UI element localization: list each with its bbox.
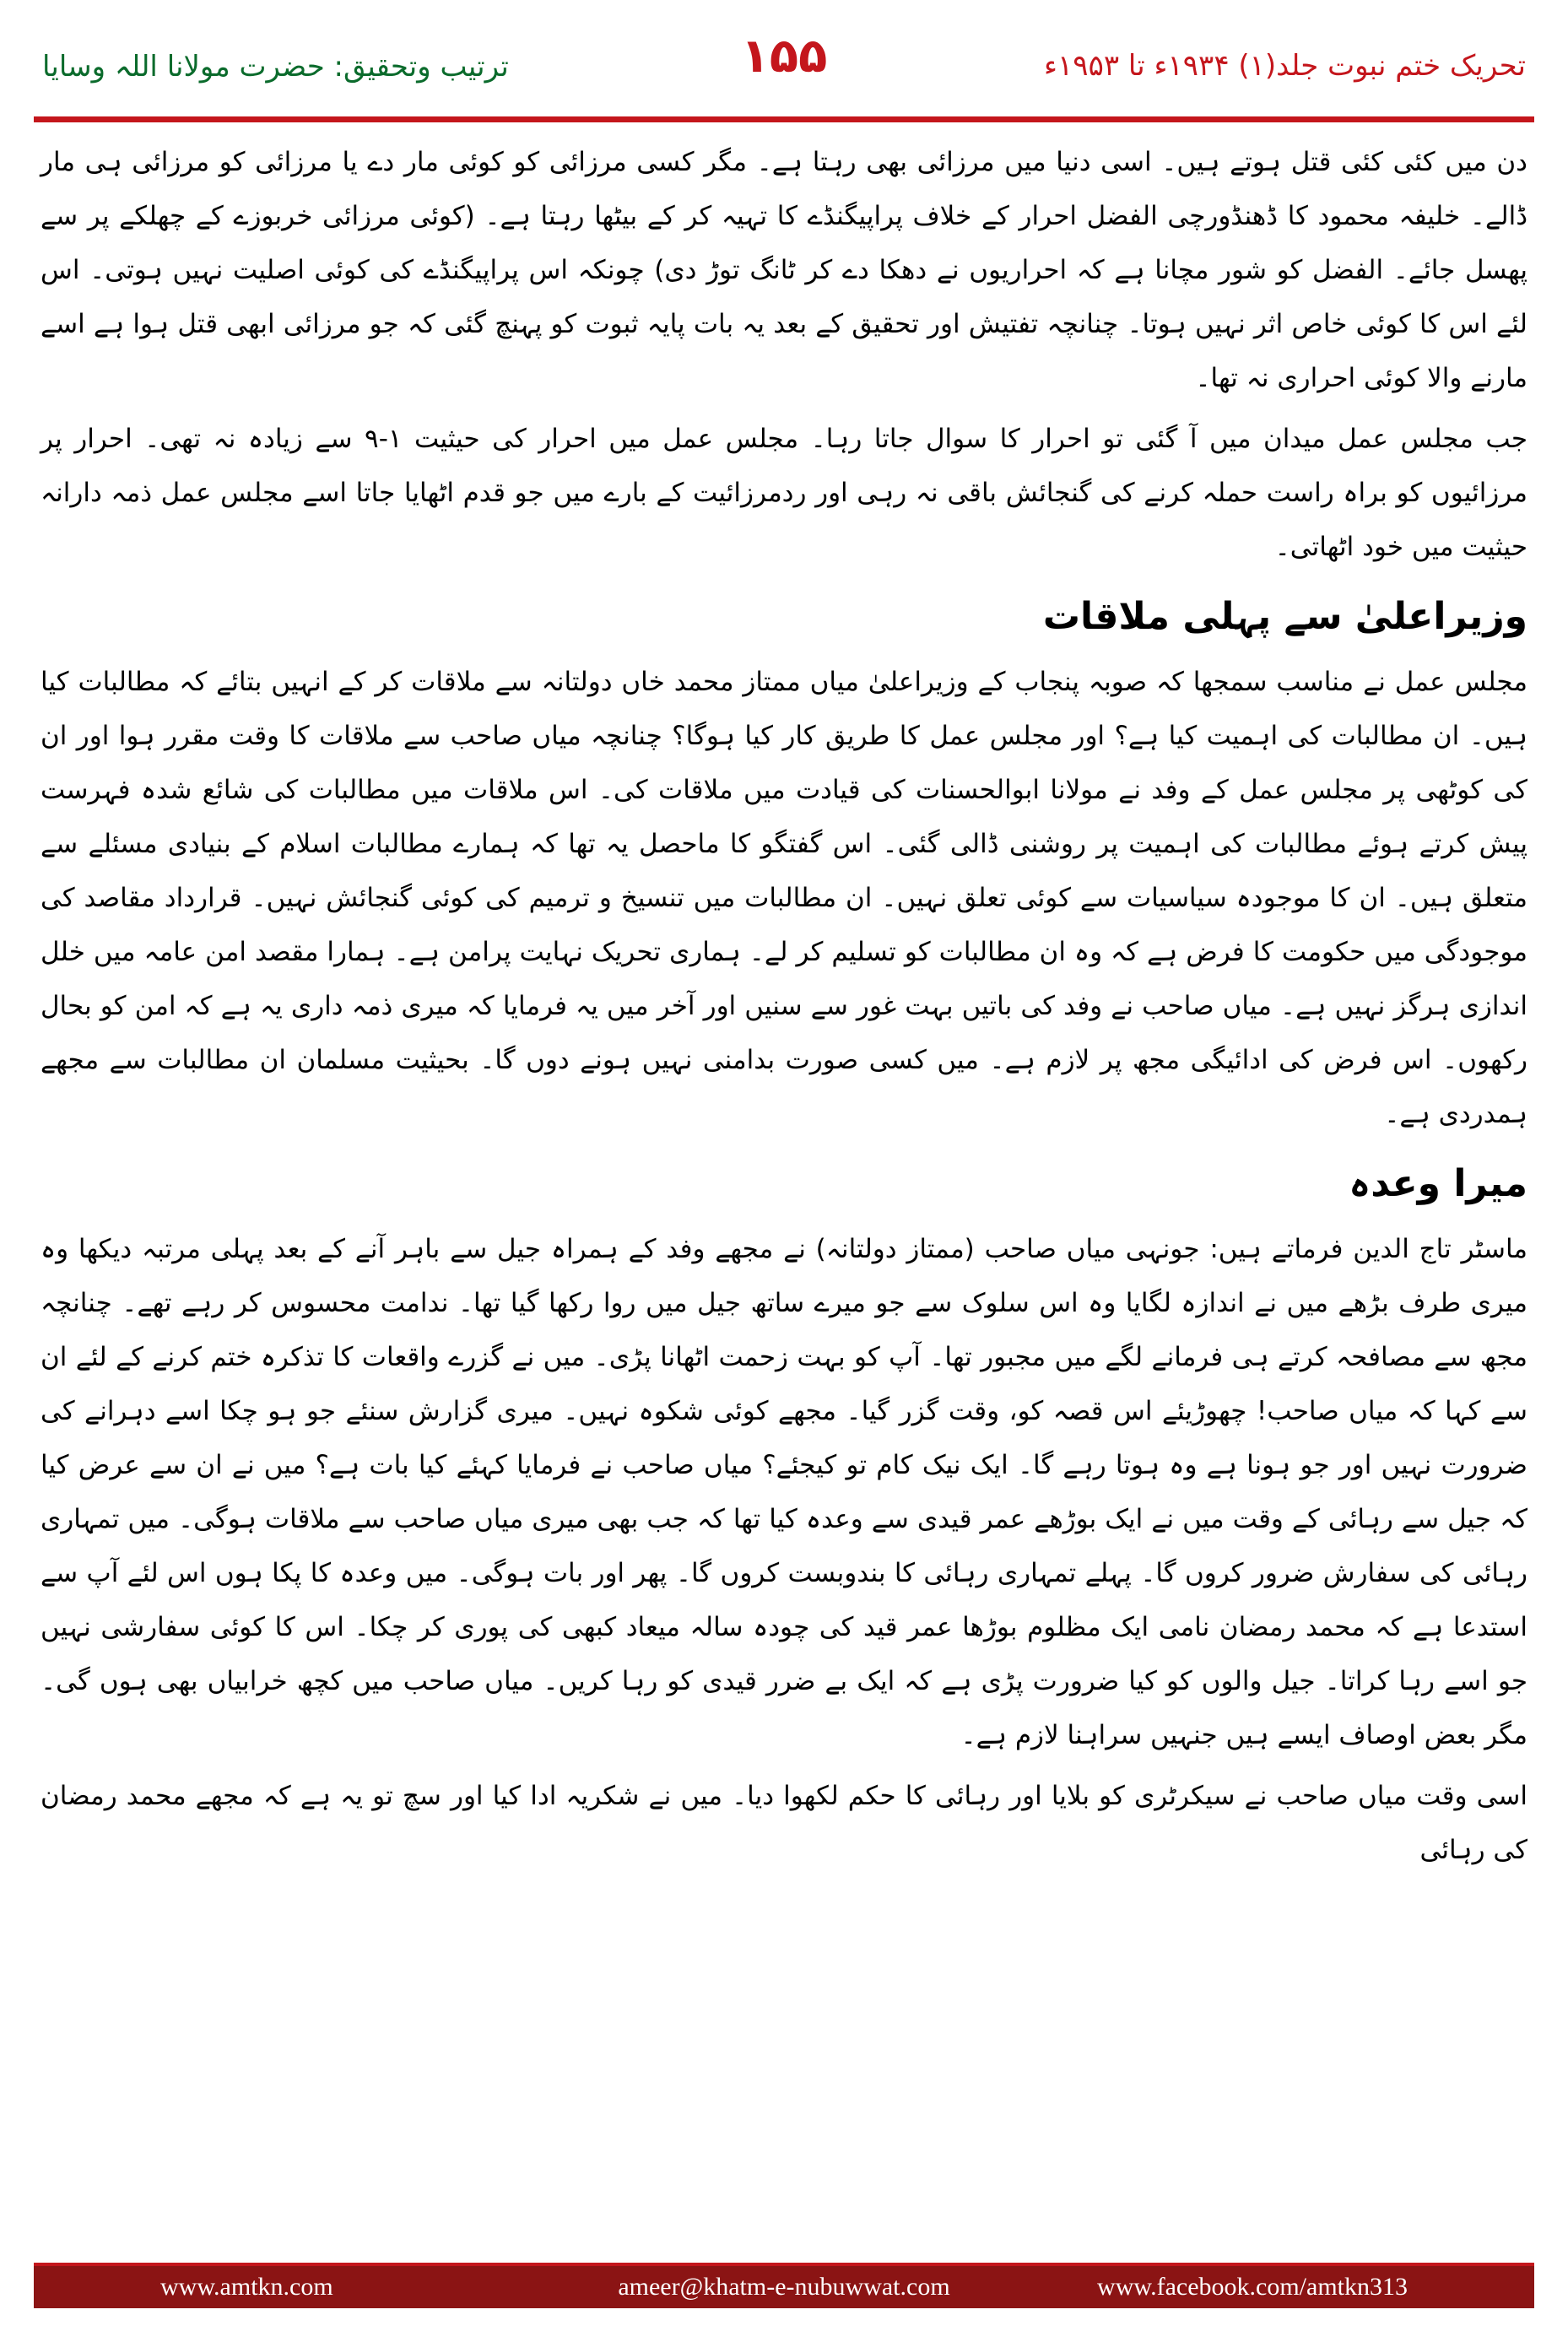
body-paragraph: مجلس عمل نے مناسب سمجھا کہ صوبہ پنجاب کے وزیراعلیٰ میاں ممتاز محمد خاں دولتانہ سے ملاقات کر کے انہیں بتائے کہ مطالبات کیا ہیں۔ ان مطالبات کی اہمیت کیا ہے؟ اور مجلس عمل کا طریق کار کیا ہوگا؟ چنانچہ میاں صاحب سے ملاقات کا وقت مقرر ہوا اور ان کی کوٹھی پر مجلس عمل کے وفد نے مولانا ابوالحسنات کی قیادت میں ملاقات کی۔ اس ملاقات میں مطالبات کی شائع شدہ فہرست پیش کرتے ہوئے مطالبات کی اہمیت پر روشنی ڈالی گئی۔ اس گفتگو کا ماحصل یہ تھا کہ ہمارے مطالبات اسلام کے بنیادی مسئلے سے متعلق ہیں۔ ان کا موجودہ سیاسیات سے کوئی تعلق نہیں۔ ان مطالبات میں تنسیخ و ترمیم کی کوئی گنجائش نہیں۔ قرارداد مقاصد کی موجودگی میں حکومت کا فرض ہے کہ وہ ان مطالبات کو تسلیم کر لے۔ ہماری تحریک نہایت پرامن ہے۔ ہمارا مقصد امن عامہ میں خلل اندازی ہرگز نہیں ہے۔ میاں صاحب نے وفد کی باتیں بہت غور سے سنیں اور آخر میں یہ فرمایا کہ میری ذمہ داری یہ ہے کہ امن کو بحال رکھوں۔ اس فرض کی ادائیگی مجھ پر لازم ہے۔ میں کسی صورت بدامنی نہیں ہونے دوں گا۔ بحیثیت مسلمان ان مطالبات سے مجھے ہمدردی ہے۔ xyxy=(41,667,1527,1129)
page-number: ۱۵۵ xyxy=(740,29,828,84)
page-header xyxy=(34,25,1534,118)
page-body xyxy=(41,135,1527,2241)
body-paragraph: دن میں کئی کئی قتل ہوتے ہیں۔ اسی دنیا میں مرزائی بھی رہتا ہے۔ مگر کسی مرزائی کو کوئی مار دے یا مرزائی کو مرزائی ہی مار ڈالے۔ خلیفہ محمود کا ڈھنڈورچی الفضل احرار کے خلاف پراپیگنڈے کا تہیہ کر کے بیٹھا رہتا ہے۔ (کوئی مرزائی خربوزے کے چھلکے پر سے پھسل جائے۔ الفضل کو شور مچانا ہے کہ احراریوں نے دھکا دے کر ٹانگ توڑ دی) چونکہ اس پراپیگنڈے کی کوئی اصلیت نہیں ہوتی۔ اس لئے اس کا کوئی خاص اثر نہیں ہوتا۔ چنانچہ تفتیش اور تحقیق کے بعد یہ بات پایہ ثبوت کو پہنچ گئی کہ جو مرزائی ابھی قتل ہوا ہے اسے مارنے والا کوئی احراری نہ تھا۔ xyxy=(41,147,1527,393)
header-divider xyxy=(34,116,1534,122)
page-footer xyxy=(34,2263,1534,2308)
facebook-link[interactable]: www.facebook.com/amtkn313 xyxy=(1097,2273,1408,2301)
email-link[interactable]: ameer@khatm-e-nubuwwat.com xyxy=(618,2273,950,2301)
section-heading-promise: میرا وعدہ xyxy=(1349,1162,1527,1205)
body-paragraph: جب مجلس عمل میدان میں آ گئی تو احرار کا سوال جاتا رہا۔ مجلس عمل میں احرار کی حیثیت ۱-۹ سے زیادہ نہ تھی۔ احرار پر مرزائیوں کو براہ راست حملہ کرنے کی گنجائش باقی نہ رہی اور ردمرزائیت کے بارے میں جو قدم اٹھایا جاتا اسے مجلس عمل ذمہ دارانہ حیثیت میں خود اٹھاتی۔ xyxy=(41,424,1527,562)
section-heading-meeting: وزیراعلیٰ سے پہلی ملاقات xyxy=(1042,595,1527,638)
book-title: تحریک ختم نبوت جلد(۱) ۱۹۳۴ء تا ۱۹۵۳ء xyxy=(1044,49,1526,83)
body-paragraph: اسی وقت میاں صاحب نے سیکرٹری کو بلایا اور رہائی کا حکم لکھوا دیا۔ میں نے شکریہ ادا کیا اور سچ تو یہ ہے کہ مجھے محمد رمضان کی رہائی xyxy=(41,1781,1527,1865)
website-link[interactable]: www.amtkn.com xyxy=(160,2273,333,2301)
compiler-credit: ترتیب وتحقیق: حضرت مولانا اللہ وسایا xyxy=(42,50,509,84)
body-paragraph: ماسٹر تاج الدین فرماتے ہیں: جونہی میاں صاحب (ممتاز دولتانہ) نے مجھے وفد کے ہمراہ جیل سے باہر آنے کے بعد پہلی مرتبہ دیکھا وہ میری طرف بڑھے میں نے اندازہ لگایا وہ اس سلوک سے جو میرے ساتھ جیل میں روا رکھا گیا تھا۔ ندامت محسوس کر رہے تھے۔ چنانچہ مجھ سے مصافحہ کرتے ہی فرمانے لگے میں مجبور تھا۔ آپ کو بہت زحمت اٹھانا پڑی۔ میں نے گزرے واقعات کا تذکرہ ختم کرنے کے لئے ان سے کہا کہ میاں صاحب! چھوڑیئے اس قصہ کو، وقت گزر گیا۔ مجھے کوئی شکوہ نہیں۔ میری گزارش سنئے جو ہو چکا اسے دہرانے کی ضرورت نہیں اور جو ہونا ہے وہ ہوتا رہے گا۔ ایک نیک کام تو کیجئے؟ میاں صاحب نے فرمایا کہئے کیا بات ہے؟ میں نے ان سے عرض کیا کہ جیل سے رہائی کے وقت میں نے ایک بوڑھے عمر قیدی سے وعدہ کیا تھا کہ جب بھی میری میاں صاحب سے ملاقات ہوگی۔ میں تمہاری رہائی کی سفارش ضرور کروں گا۔ پہلے تمہاری رہائی کا بندوبست کروں گا۔ پھر اور بات ہوگی۔ میں وعدہ کا پکا ہوں اس لئے آپ سے استدعا ہے کہ محمد رمضان نامی ایک مظلوم بوڑھا عمر قید کی چودہ سالہ میعاد کبھی کی پوری کر چکا۔ اس کا کوئی سفارشی نہیں جو اسے رہا کراتا۔ جیل والوں کو کیا ضرورت پڑی ہے کہ ایک بے ضرر قیدی کو رہا کریں۔ میاں صاحب میں کچھ خرابیاں بھی ہوں گی۔ مگر بعض اوصاف ایسے ہیں جنہیں سراہنا لازم ہے۔ xyxy=(41,1234,1527,1750)
